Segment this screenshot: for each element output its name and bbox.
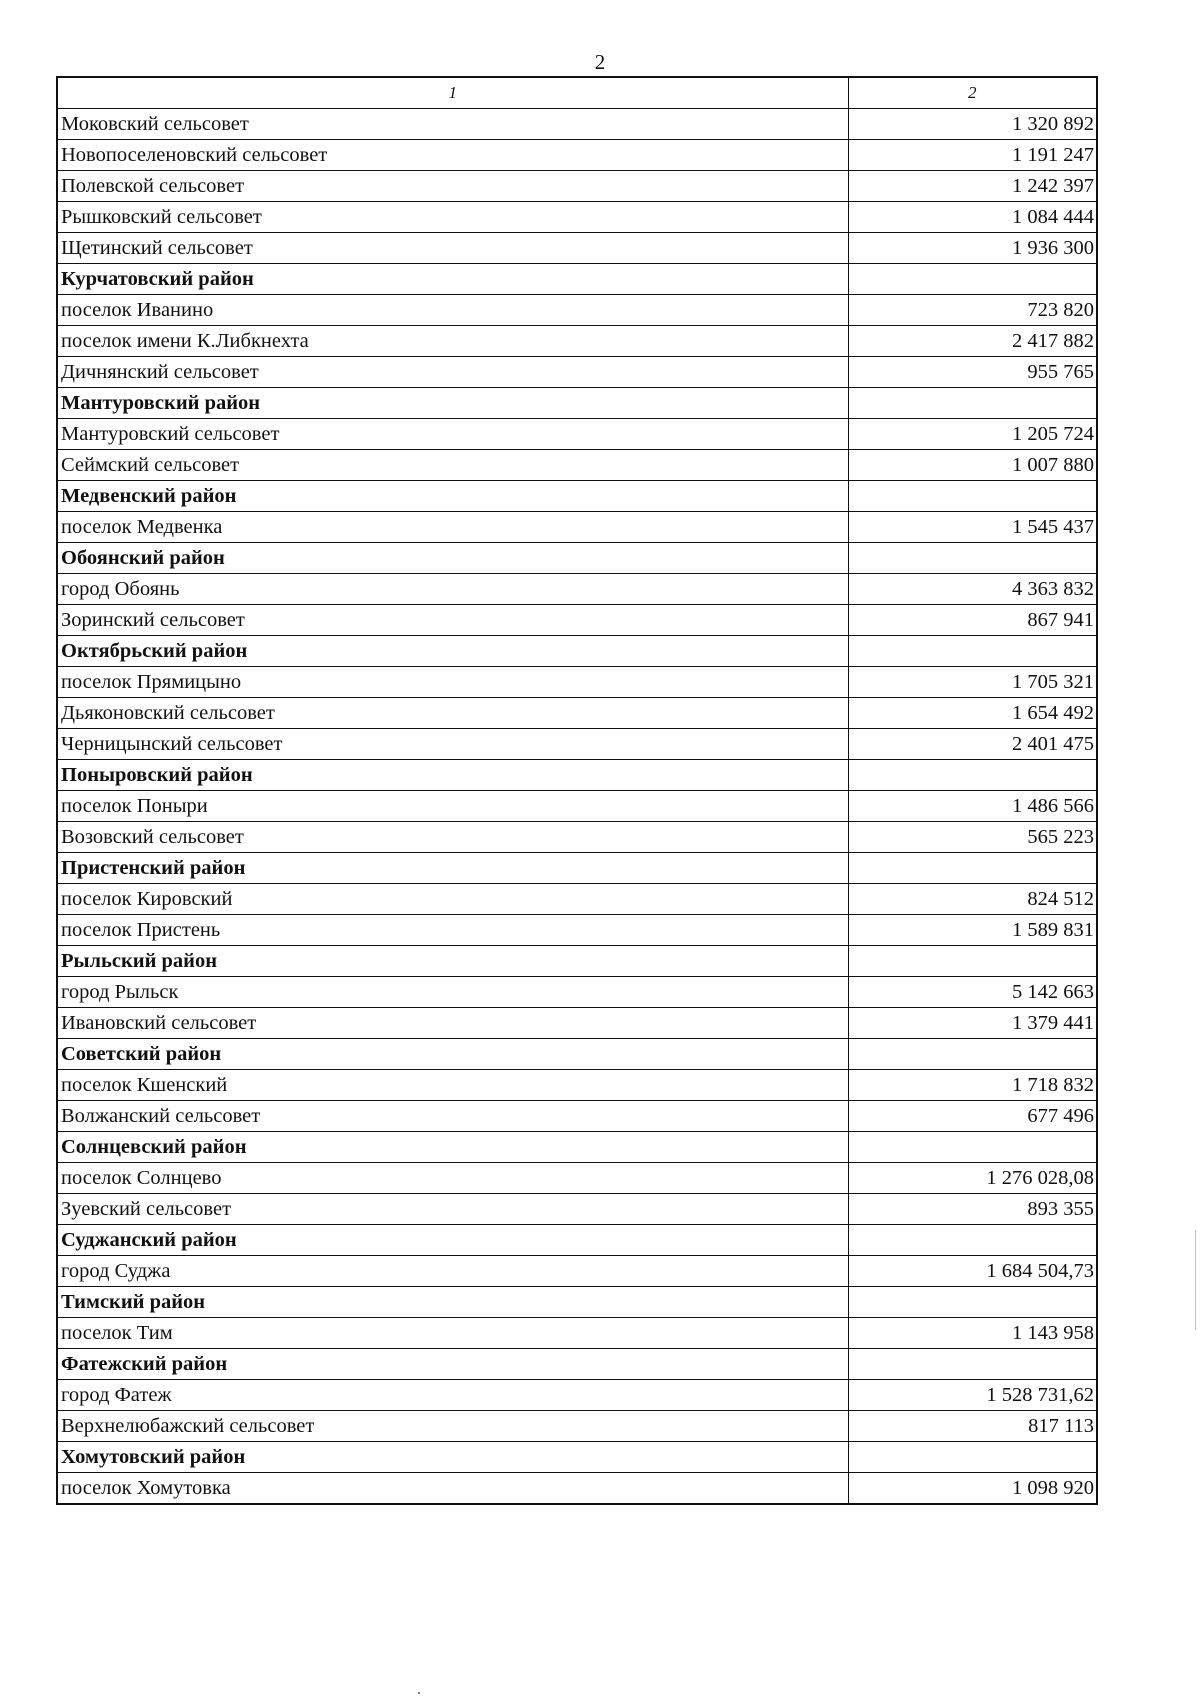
table-row [57,1101,1097,1132]
district-row [57,636,1097,667]
amount-cell [848,543,1097,574]
amount-cell: 5 142 663 [848,977,1097,1008]
table-row [57,109,1097,140]
table-row [57,791,1097,822]
amount-cell: 1 684 504,73 [848,1256,1097,1287]
district-row [57,1225,1097,1256]
table-row [57,1318,1097,1349]
amount-cell: 1 143 958 [848,1318,1097,1349]
amount-cell: 1 098 920 [848,1473,1097,1505]
amount-cell [848,481,1097,512]
amount-cell: 1 276 028,08 [848,1163,1097,1194]
table-row [57,1256,1097,1287]
municipality-name: Полевской сельсовет [57,171,848,202]
table-row [57,884,1097,915]
table-row [57,233,1097,264]
amount-cell [848,760,1097,791]
table-row [57,977,1097,1008]
municipality-name: Дьяконовский сельсовет [57,698,848,729]
table-row [57,605,1097,636]
municipality-name: поселок Иванино [57,295,848,326]
district-row [57,1442,1097,1473]
table-row [57,326,1097,357]
column-header-value: 2 [848,77,1097,109]
table-row [57,512,1097,543]
amount-cell [848,264,1097,295]
municipality-name: поселок Пристень [57,915,848,946]
amount-cell: 2 401 475 [848,729,1097,760]
municipality-name: поселок Прямицыно [57,667,848,698]
amount-cell [848,1349,1097,1380]
amount-cell: 2 417 882 [848,326,1097,357]
district-row [57,1349,1097,1380]
amount-cell: 1 320 892 [848,109,1097,140]
column-header-name: 1 [57,77,848,109]
municipality-name: поселок Поныри [57,791,848,822]
table-row [57,574,1097,605]
amount-cell [848,1442,1097,1473]
municipality-name: Зоринский сельсовет [57,605,848,636]
municipality-name: Мантуровский сельсовет [57,419,848,450]
table-body [57,109,1097,1505]
amount-cell [848,1225,1097,1256]
table-row [57,357,1097,388]
district-name: Солнцевский район [57,1132,848,1163]
amount-cell: 955 765 [848,357,1097,388]
amount-cell: 1 936 300 [848,233,1097,264]
district-row [57,1132,1097,1163]
page-number: 2 [594,50,606,74]
amount-cell: 1 242 397 [848,171,1097,202]
municipality-name: поселок Медвенка [57,512,848,543]
table-row [57,822,1097,853]
amount-cell: 723 820 [848,295,1097,326]
table-row [57,450,1097,481]
amount-cell: 1 528 731,62 [848,1380,1097,1411]
municipality-name: город Обоянь [57,574,848,605]
municipality-name: Возовский сельсовет [57,822,848,853]
district-row [57,264,1097,295]
municipality-name: Волжанский сельсовет [57,1101,848,1132]
municipality-name: Сеймский сельсовет [57,450,848,481]
amount-cell: 1 486 566 [848,791,1097,822]
amount-cell: 1 545 437 [848,512,1097,543]
municipality-name: Рышковский сельсовет [57,202,848,233]
district-name: Обоянский район [57,543,848,574]
district-row [57,946,1097,977]
district-name: Мантуровский район [57,388,848,419]
amount-cell: 1 589 831 [848,915,1097,946]
district-row [57,1039,1097,1070]
table-row [57,667,1097,698]
municipality-name: поселок Кшенский [57,1070,848,1101]
table-header-row [57,77,1097,109]
table-row [57,1070,1097,1101]
district-name: Поныровский район [57,760,848,791]
amount-cell [848,1039,1097,1070]
district-row [57,1287,1097,1318]
amount-cell: 4 363 832 [848,574,1097,605]
municipality-name: поселок Кировский [57,884,848,915]
amount-cell [848,946,1097,977]
amount-cell [848,1132,1097,1163]
district-name: Пристенский район [57,853,848,884]
amount-cell: 1 084 444 [848,202,1097,233]
scan-edge-mark [1195,1230,1196,1330]
table-row [57,295,1097,326]
amount-cell: 1 718 832 [848,1070,1097,1101]
amount-cell: 1 191 247 [848,140,1097,171]
municipality-name: Дичнянский сельсовет [57,357,848,388]
amount-cell [848,636,1097,667]
amount-cell [848,388,1097,419]
municipality-name: Ивановский сельсовет [57,1008,848,1039]
district-name: Хомутовский район [57,1442,848,1473]
amount-cell: 893 355 [848,1194,1097,1225]
table-row [57,202,1097,233]
table-row [57,1380,1097,1411]
district-row [57,543,1097,574]
district-name: Тимский район [57,1287,848,1318]
municipality-name: Верхнелюбажский сельсовет [57,1411,848,1442]
table-row [57,171,1097,202]
district-name: Фатежский район [57,1349,848,1380]
municipality-name: Моковский сельсовет [57,109,848,140]
table-row [57,729,1097,760]
table-row [57,1473,1097,1505]
amount-cell: 677 496 [848,1101,1097,1132]
table-row [57,915,1097,946]
amount-cell: 1 654 492 [848,698,1097,729]
amount-cell: 867 941 [848,605,1097,636]
amount-cell: 1 205 724 [848,419,1097,450]
municipality-name: Черницынский сельсовет [57,729,848,760]
municipality-name: город Суджа [57,1256,848,1287]
district-name: Советский район [57,1039,848,1070]
amount-cell [848,1287,1097,1318]
district-name: Медвенский район [57,481,848,512]
district-name: Октябрьский район [57,636,848,667]
table-row [57,698,1097,729]
table-row [57,1163,1097,1194]
table-row [57,419,1097,450]
amount-cell: 1 379 441 [848,1008,1097,1039]
municipality-name: поселок имени К.Либкнехта [57,326,848,357]
municipality-name: поселок Хомутовка [57,1473,848,1505]
municipality-name: Щетинский сельсовет [57,233,848,264]
table-header [57,77,1097,109]
district-name: Суджанский район [57,1225,848,1256]
table-row [57,1008,1097,1039]
amount-cell: 824 512 [848,884,1097,915]
allocation-table [56,76,1098,1505]
scan-speck [418,1692,420,1694]
municipality-name: город Рыльск [57,977,848,1008]
table-row [57,1194,1097,1225]
district-row [57,481,1097,512]
district-row [57,853,1097,884]
district-row [57,760,1097,791]
municipality-name: Зуевский сельсовет [57,1194,848,1225]
amount-cell [848,853,1097,884]
municipality-name: Новопоселеновский сельсовет [57,140,848,171]
table-row [57,140,1097,171]
table-row [57,1411,1097,1442]
municipality-name: поселок Тим [57,1318,848,1349]
amount-cell: 1 007 880 [848,450,1097,481]
amount-cell: 817 113 [848,1411,1097,1442]
district-name: Курчатовский район [57,264,848,295]
municipality-name: город Фатеж [57,1380,848,1411]
amount-cell: 1 705 321 [848,667,1097,698]
amount-cell: 565 223 [848,822,1097,853]
district-name: Рыльский район [57,946,848,977]
municipality-name: поселок Солнцево [57,1163,848,1194]
district-row [57,388,1097,419]
